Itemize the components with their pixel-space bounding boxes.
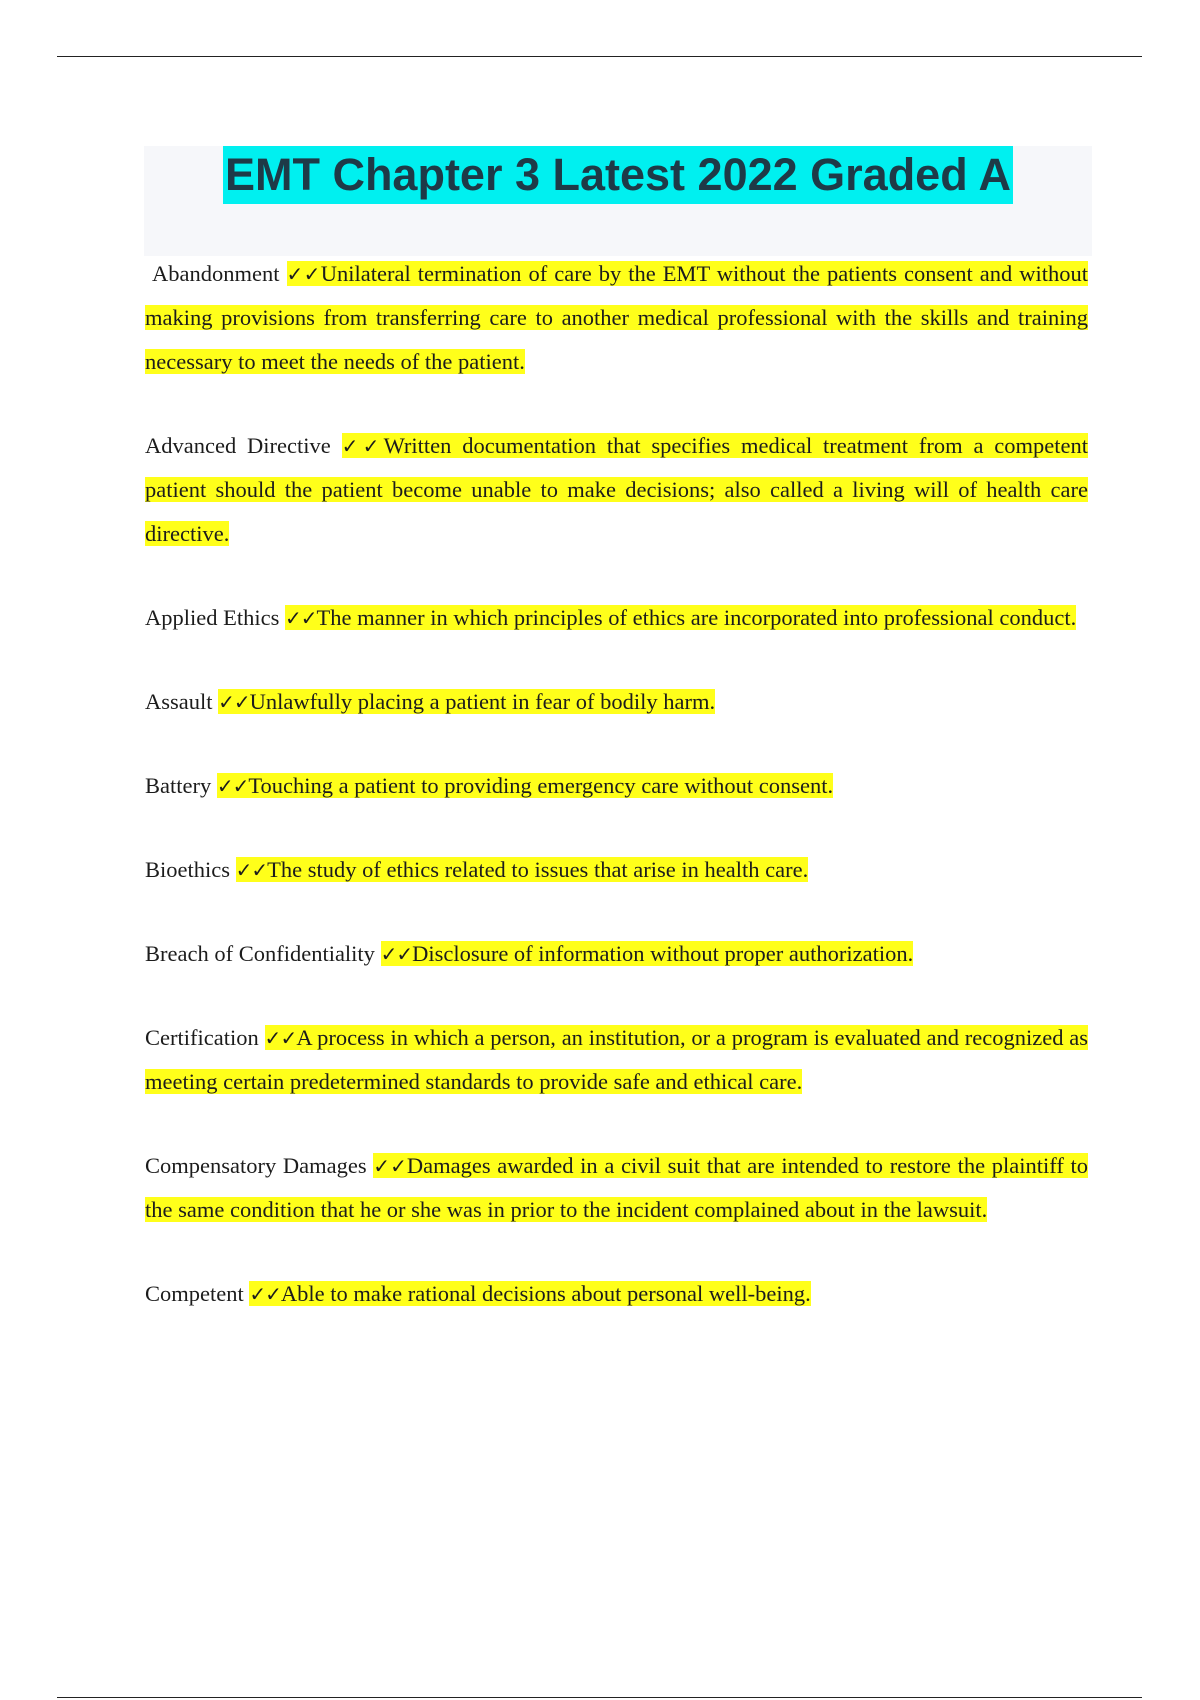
entry-definition	[249, 1281, 810, 1306]
glossary-entry-certification	[145, 1016, 1088, 1104]
double-check-icon: ✓✓	[284, 606, 317, 630]
entry-term: Certification	[145, 1025, 259, 1050]
entry-term: Bioethics	[145, 857, 230, 882]
double-check-icon: ✓✓	[286, 262, 321, 286]
double-check-icon: ✓✓	[218, 690, 250, 714]
title-box	[144, 146, 1092, 256]
definition-text: A process in which a person, an institution, or a program is evaluated and recognized as meeting certain predetermined standards to provide safe and ethical care.	[145, 1025, 1089, 1094]
entry-definition	[145, 261, 1088, 374]
entry-definition	[145, 1025, 1088, 1094]
glossary-entry-breach-of-confidentiality	[145, 932, 1088, 976]
glossary-entry-bioethics	[145, 848, 1088, 892]
glossary-entry-competent	[145, 1272, 1088, 1316]
entry-term: Battery	[145, 773, 212, 798]
definition-text: Touching a patient to providing emergency care without consent.	[248, 773, 834, 798]
entry-term: Breach of Confidentiality	[145, 941, 375, 966]
entry-definition	[381, 941, 914, 966]
definition-text: Disclosure of information without proper authorization.	[412, 941, 914, 966]
document-title: EMT Chapter 3 Latest 2022 Graded A	[223, 146, 1013, 204]
double-check-icon: ✓✓	[216, 774, 249, 798]
definition-text: The study of ethics related to issues that arise in health care.	[267, 857, 809, 882]
double-check-icon: ✓✓	[380, 942, 413, 966]
glossary-entry-advanced-directive	[145, 424, 1088, 556]
entry-term: Competent	[145, 1281, 244, 1306]
double-check-icon: ✓✓	[249, 1282, 281, 1306]
glossary-entry-battery	[145, 764, 1088, 808]
glossary-entries	[145, 252, 1088, 1316]
double-check-icon: ✓✓	[341, 434, 384, 458]
double-check-icon: ✓✓	[373, 1154, 407, 1178]
definition-text: Unlawfully placing a patient in fear of bodily harm.	[249, 689, 716, 714]
entry-term: Advanced Directive	[145, 433, 331, 458]
entry-definition	[285, 605, 1076, 630]
entry-definition	[236, 857, 809, 882]
definition-text: Damages awarded in a civil suit that are intended to restore the plaintiff to the same condition that he or she was in prior to the incident complained about in the lawsuit.	[145, 1153, 1088, 1222]
glossary-entry-abandonment	[145, 252, 1088, 384]
definition-text: Written documentation that specifies medical treatment from a competent patient should the patient become unable to make decisions; also called a living will of health care directive.	[145, 433, 1088, 546]
entry-term: Applied Ethics	[145, 605, 280, 630]
bottom-rule	[57, 1697, 1142, 1698]
top-rule	[57, 56, 1142, 57]
glossary-entry-assault	[145, 680, 1088, 724]
entry-term: Assault	[145, 689, 213, 714]
glossary-entry-compensatory-damages	[145, 1144, 1088, 1232]
entry-term: Abandonment	[152, 261, 280, 286]
glossary-entry-applied-ethics	[145, 596, 1088, 640]
definition-text: Unilateral termination of care by the EMT without the patients consent and without making provisions from transferring care to another medical professional with the skills and training necessary to meet the needs of the patient.	[145, 261, 1089, 374]
definition-text: The manner in which principles of ethics are incorporated into professional conduct.	[316, 605, 1077, 630]
double-check-icon: ✓✓	[235, 858, 268, 882]
definition-text: Able to make rational decisions about personal well-being.	[280, 1281, 811, 1306]
entry-definition	[217, 773, 833, 798]
entry-definition	[218, 689, 715, 714]
double-check-icon: ✓✓	[264, 1026, 297, 1050]
entry-term: Compensatory Damages	[145, 1153, 367, 1178]
